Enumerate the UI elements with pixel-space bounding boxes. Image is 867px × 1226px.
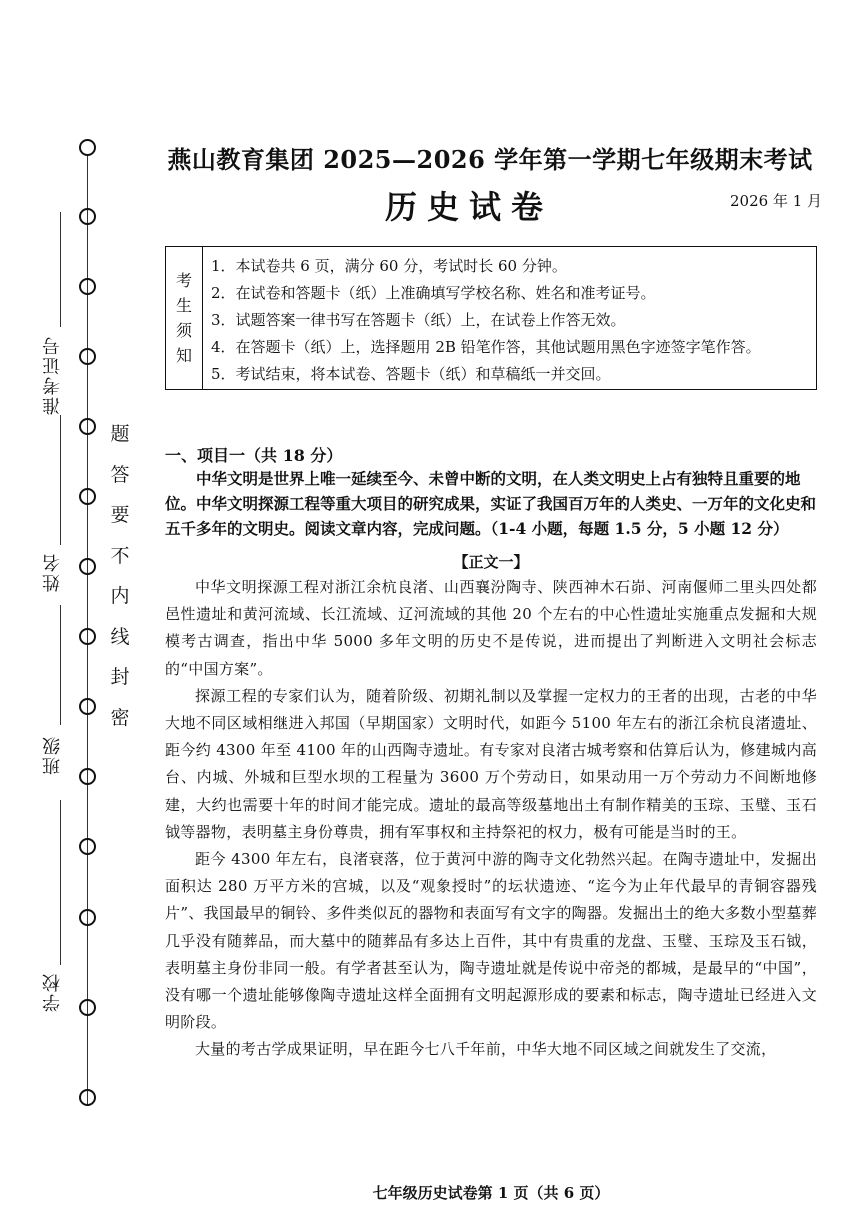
class-line: [60, 605, 61, 725]
passage-paragraph: 距今 4300 年左右，良渚衰落，位于黄河中游的陶寺文化勃然兴起。在陶寺遗址中，发掘出面积达 280 万平方米的宫城，以及“观象授时”的坛状遗迹、“迄今为止年代最早的青铜容器残片”、我国最早的铜铃、多件类似瓦的器物和表面写有文字的陶器。发掘出土的绝大多数小型墓葬几乎没有随葬品，而大墓中的随葬品有多达上百件，其中有贵重的龙盘、玉璧、玉琮及玉石钺，表明墓主身份非同一般。有学者甚至认为，陶寺遗址就是传说中帝尧的都城，是最早的“中国”，没有哪一个遗址能够像陶寺遗址这样全面拥有文明起源形成的要素和标志，陶寺遗址已经进入文明阶段。: [165, 850, 817, 1032]
binding-hole-icon: [79, 558, 96, 575]
binding-hole-icon: [79, 698, 96, 715]
binding-hole-icon: [79, 909, 96, 926]
binding-hole-icon: [79, 348, 96, 365]
passage-heading: 【正文一】: [453, 553, 529, 571]
binding-hole-icon: [79, 139, 96, 156]
binding-hole-icon: [79, 208, 96, 225]
admission-number-label: 准考证号: [42, 335, 63, 415]
notice-item: 2．在试卷和答题卡（纸）上准确填写学校名称、姓名和准考证号。: [211, 284, 656, 302]
passage-paragraph: 中华文明探源工程对浙江余杭良渚、山西襄汾陶寺、陕西神木石峁、河南偃师二里头四处都邑性遗址和黄河流域、长江流域、辽河流域的其他 20 个左右的中心性遗址实施重点发掘和大规模考古调查，指出中华 5000 多年文明的历史不是传说，进而提出了判断进入文明社会标志的“中国方案”。: [165, 578, 817, 678]
school-line: [60, 800, 61, 965]
passage-paragraph: 大量的考古学成果证明，早在距今七八千年前，中华大地不同区域之间就发生了交流，: [195, 1040, 777, 1059]
binding-hole-icon: [79, 1089, 96, 1106]
passage-body: [165, 574, 817, 1064]
binding-hole-icon: [79, 628, 96, 645]
binding-hole-icon: [79, 418, 96, 435]
class-label: 班级: [42, 735, 63, 775]
page-footer: 七年级历史试卷第 1 页（共 6 页）: [372, 1184, 610, 1202]
admission-number-line: [60, 212, 61, 327]
notice-item: 5．考试结束，将本试卷、答题卡（纸）和草稿纸一并交回。: [211, 365, 611, 383]
school-label: 学校: [42, 972, 63, 1012]
candidate-notice-box: [165, 246, 817, 390]
notice-items: [203, 247, 761, 389]
notice-item: 3．试题答案一律书写在答题卡（纸）上，在试卷上作答无效。: [211, 311, 626, 329]
exam-date: 2026 年 1 月: [730, 192, 823, 210]
binding-hole-icon: [79, 488, 96, 505]
binding-hole-icon: [79, 838, 96, 855]
binding-hole-icon: [79, 278, 96, 295]
name-label: 姓名: [42, 552, 63, 592]
notice-label: 考 生 须 知: [166, 247, 203, 389]
exam-title: 燕山教育集团 2025—2026 学年第一学期七年级期末考试: [167, 145, 813, 174]
name-line: [60, 415, 61, 545]
exam-subtitle: 历史试卷: [385, 188, 554, 226]
binding-hole-icon: [79, 999, 96, 1016]
binding-margin: [0, 0, 150, 1226]
section-title: 一、项目一（共 18 分）: [165, 446, 343, 465]
section-intro: 中华文明是世界上唯一延续至今、未曾中断的文明，在人类文明史上占有独特且重要的地位。中华文明探源工程等重大项目的研究成果，实证了我国百万年的人类史、一万年的文化史和五千多年的文明史。阅读文章内容，完成问题。（1-4 小题，每题 1.5 分，5 小题 12 分）: [165, 469, 817, 538]
passage-paragraph: 探源工程的专家们认为，随着阶级、初期礼制以及掌握一定权力的王者的出现，古老的中华大地不同区域相继进入邦国（早期国家）文明时代，如距今 5100 年左右的浙江余杭良渚遗址、距今约 4300 年至 4100 年的山西陶寺遗址。有专家对良渚古城考察和估算后认为，修建城内高台、内城、外城和巨型水坝的工程量为 3600 万个劳动日，如果动用一万个劳动力不间断地修建，大约也需要十年的时间才能完成。遗址的最高等级墓地出土有制作精美的玉琮、玉璧、玉石钺等器物，表明墓主身份尊贵，拥有军事权和主持祭祀的权力，极有可能是当时的王。: [165, 686, 817, 841]
binding-hole-icon: [79, 768, 96, 785]
notice-item: 4．在答题卡（纸）上，选择题用 2B 铅笔作答，其他试题用黑色字迹签字笔作答。: [211, 338, 761, 356]
seal-line-warning: 题 答 要 不 内 线 封 密: [110, 423, 130, 729]
notice-item: 1．本试卷共 6 页，满分 60 分，考试时长 60 分钟。: [211, 257, 567, 275]
